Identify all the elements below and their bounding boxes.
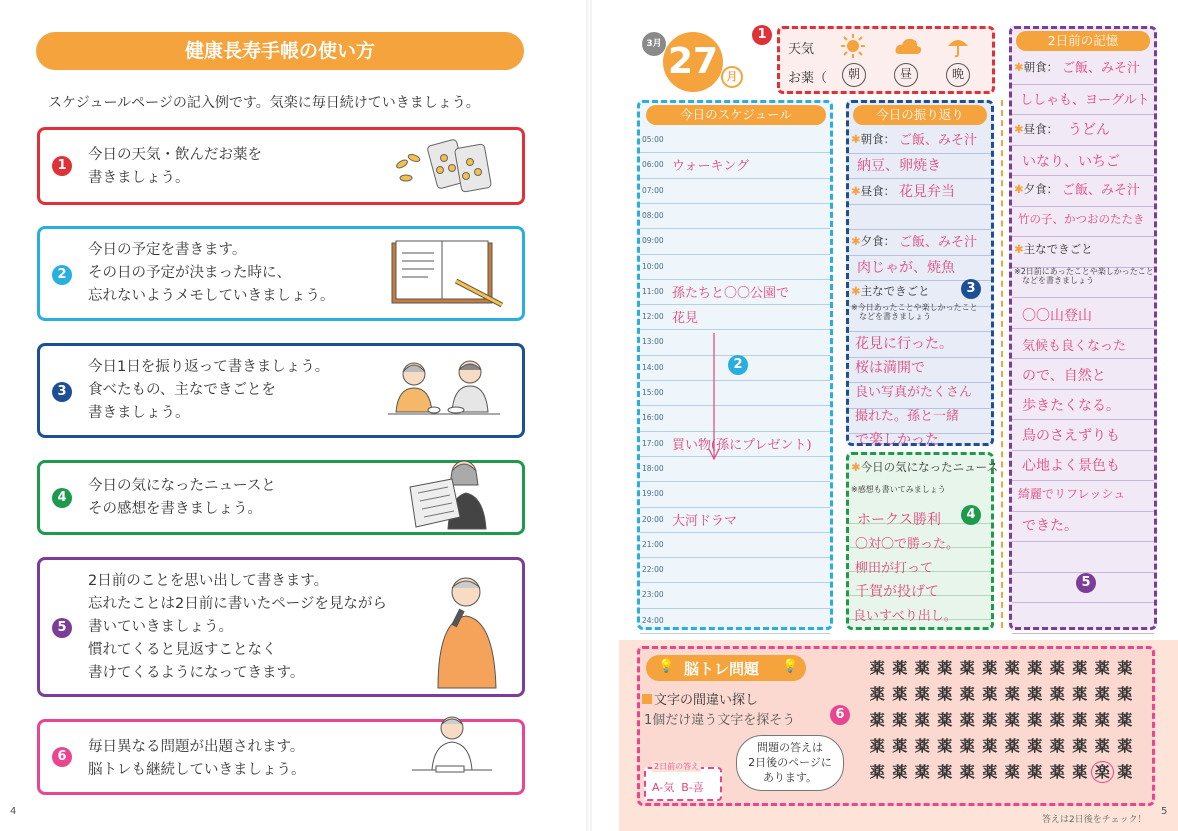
card-number-1: 1 (52, 156, 72, 176)
schedule-row-line (640, 329, 830, 330)
kanji-cell[interactable]: 薬 (1004, 763, 1020, 781)
ruled-line (1012, 145, 1154, 146)
section-badge-1: 1 (752, 25, 772, 45)
kanji-cell[interactable]: 薬 (869, 659, 885, 677)
kanji-cell[interactable]: 薬 (1072, 685, 1088, 703)
weather-medicine-box (777, 26, 995, 94)
notebook-illustration (390, 239, 510, 311)
kanji-cell[interactable]: 薬 (1049, 711, 1065, 729)
kanji-row (866, 707, 1146, 733)
two-days-breakfast-label: ✱朝食： (1014, 60, 1059, 74)
kanji-cell[interactable]: 薬 (937, 763, 953, 781)
kanji-cell[interactable]: 薬 (982, 659, 998, 677)
schedule-time: 10:00 (642, 261, 664, 271)
cloud-icon[interactable] (894, 36, 922, 56)
kanji-cell[interactable]: 薬 (914, 763, 930, 781)
reflection-event-2: 桜は満開で (855, 360, 925, 376)
ruled-line (849, 204, 991, 205)
kanji-cell[interactable]: 薬 (1027, 711, 1043, 729)
ruled-line (849, 153, 991, 154)
schedule-row-line (640, 507, 830, 508)
card-number-5: 5 (52, 618, 72, 638)
answer-footer: 答えは2日後をチェック！ (1042, 815, 1147, 825)
usage-card-5 (37, 557, 525, 697)
schedule-entry: 孫たちと〇〇公園で (672, 285, 790, 301)
kanji-cell[interactable]: 薬 (1072, 659, 1088, 677)
kanji-cell[interactable]: 薬 (1072, 737, 1088, 755)
schedule-time: 15:00 (642, 388, 664, 397)
schedule-row-line (640, 456, 830, 457)
ruled-line (1012, 84, 1154, 85)
two-days-lunch-2: いなり、いちご (1022, 154, 1120, 170)
schedule-row-line (640, 304, 830, 305)
kanji-cell[interactable]: 薬 (892, 737, 908, 755)
schedule-row-line (640, 254, 830, 255)
schedule-time: 13:00 (642, 337, 664, 347)
two-days-dinner: ご飯、みそ汁 (1062, 183, 1141, 198)
ruled-line (1012, 236, 1154, 237)
schedule-time: 16:00 (642, 413, 664, 423)
page-number-left: 4 (10, 806, 17, 817)
schedule-time: 19:00 (642, 489, 664, 499)
two-days-dinner-label: ✱夕食： (1014, 182, 1059, 196)
ruled-line (1012, 419, 1154, 420)
two-days-event-2: 気候も良くなった (1022, 339, 1127, 354)
usage-card-6 (37, 719, 525, 795)
two-days-breakfast-2: ししゃも、ヨーグルト (1020, 93, 1150, 108)
schedule-row-line (640, 633, 830, 634)
kanji-cell[interactable]: 薬 (1004, 737, 1020, 755)
ruled-line (849, 229, 991, 230)
lightbulb-icon-2: 💡 (782, 659, 799, 674)
reflection-box (846, 100, 994, 446)
kanji-cell[interactable]: 薬 (1004, 659, 1020, 677)
ruled-line (1012, 450, 1154, 451)
two-days-event-label: ✱主なできごと (1014, 242, 1093, 256)
weekday-badge: 月 (721, 66, 743, 88)
schedule-row-line (640, 582, 830, 583)
reflection-event-note: ※今日あったことや楽しかったこと などを書きましょう (851, 303, 978, 321)
kanji-cell[interactable]: 薬 (892, 685, 908, 703)
lightbulb-icon: 💡 (658, 659, 675, 674)
kanji-cell[interactable]: 薬 (1094, 659, 1110, 677)
schedule-row-line (640, 228, 830, 229)
kanji-cell[interactable]: 薬 (1094, 685, 1110, 703)
ruled-line (1012, 328, 1154, 329)
page-number-right: 5 (1161, 806, 1168, 817)
intro-text: スケジュールページの記入例です。気楽に毎日続けていきましょう。 (48, 95, 480, 111)
schedule-row-line (640, 279, 830, 280)
news-note: ※感想も書いてみましょう (851, 485, 946, 494)
schedule-entry: ウォーキング (672, 159, 750, 175)
schedule-time: 06:00 (642, 160, 664, 170)
month-badge: 3月 (642, 32, 666, 56)
kanji-cell[interactable]: 薬 (869, 711, 885, 729)
kanji-cell[interactable]: 薬 (1004, 711, 1020, 729)
card-text-5: 2日前のことを思い出して書きます。 忘れたことは2日前に書いたページを見ながら 書いていきましょう。 慣れてくると見返すことなく 書けてくるようになってきます。 (88, 573, 387, 681)
schedule-row-line (640, 380, 830, 381)
arrow-line (708, 333, 720, 463)
two-days-event-note: ※2日前にあったことや楽しかったこと などを書きましょう (1014, 267, 1154, 285)
ruled-line (1012, 206, 1154, 207)
kanji-row (866, 655, 1146, 681)
kanji-cell[interactable]: 薬 (1049, 763, 1065, 781)
reflection-event-5: で楽しかった (855, 432, 939, 448)
kanji-row (866, 759, 1146, 785)
kanji-grid (866, 655, 1146, 785)
schedule-row-line (640, 178, 830, 179)
kanji-cell[interactable]: 薬 (959, 763, 975, 781)
kanji-cell[interactable]: 薬 (914, 659, 930, 677)
kanji-cell[interactable]: 薬 (914, 685, 930, 703)
card-text-6: 毎日異なる問題が出題されます。 脳トレも継続していきましょう。 (88, 739, 306, 778)
ruled-line (1012, 297, 1154, 298)
medicine-label: お薬（ (788, 71, 828, 86)
two-days-lunch: うどん (1068, 122, 1110, 138)
schedule-time: 17:00 (642, 438, 664, 448)
brain-header-pill: 💡 脳トレ問題 💡 (646, 655, 806, 681)
two-days-header: 2日前の記憶 (1016, 31, 1150, 51)
kanji-cell[interactable]: 薬 (959, 659, 975, 677)
kanji-cell[interactable]: 薬 (892, 711, 908, 729)
kanji-cell[interactable]: 薬 (937, 659, 953, 677)
ruled-line (849, 255, 991, 256)
two-days-event-4: 歩きたくなる。 (1022, 398, 1120, 414)
kanji-cell[interactable]: 薬 (1027, 659, 1043, 677)
previous-answer-box: 2日前の答え A-気 B-喜 (644, 767, 722, 801)
kanji-cell[interactable]: 薬 (869, 763, 885, 781)
section-badge-6: 6 (830, 705, 850, 725)
kanji-cell[interactable]: 薬 (1117, 763, 1133, 781)
reflection-dinner-2: 肉じゃが、焼魚 (857, 260, 955, 276)
usage-card-4 (37, 460, 525, 535)
brain-training-box (637, 646, 1155, 806)
news-box (846, 452, 999, 630)
kanji-cell[interactable]: 薬 (1072, 763, 1088, 781)
news-header: ✱今日の気になったニュース (851, 460, 999, 474)
schedule-time: 11:00 (642, 286, 664, 296)
schedule-row-line (640, 152, 830, 153)
schedule-row-line (640, 203, 830, 204)
reflection-event-3: 良い写真がたくさん (855, 385, 973, 400)
news-line-1: ホークス勝利 (857, 512, 941, 528)
kanji-cell[interactable]: 薬 (959, 685, 975, 703)
day-number: 27 (663, 32, 723, 92)
odd-kanji-cell[interactable]: 楽 (1091, 761, 1114, 783)
ruled-line (1012, 541, 1154, 542)
news-line-3: 柳田が打って (855, 561, 934, 576)
kanji-cell[interactable]: 薬 (1117, 737, 1133, 755)
schedule-time: 14:00 (642, 362, 664, 372)
kanji-cell[interactable]: 薬 (982, 763, 998, 781)
ruled-line (1012, 511, 1154, 512)
newspaper-reader-illustration (404, 457, 494, 531)
card-text-2: 今日の予定を書きます。 その日の予定が決まった時に、 忘れないようメモしていきましょう。 (88, 242, 335, 304)
schedule-time: 05:00 (642, 135, 664, 144)
noon-slot[interactable]: 昼 (894, 63, 918, 87)
schedule-entry: 大河ドラマ (672, 513, 738, 529)
ruled-line (849, 178, 991, 179)
reflection-event-4: 撮れた。孫と一緒 (855, 409, 960, 424)
kanji-cell[interactable]: 薬 (869, 737, 885, 755)
kanji-cell[interactable]: 薬 (892, 763, 908, 781)
reflection-breakfast: ご飯、みそ汁 (899, 133, 978, 148)
section-badge-3: 3 (961, 279, 981, 299)
card-number-3: 3 (52, 382, 72, 402)
kanji-cell[interactable]: 薬 (937, 685, 953, 703)
usage-card-3 (37, 343, 525, 438)
kanji-cell[interactable]: 薬 (1027, 685, 1043, 703)
schedule-entry: 買い物(孫にプレゼント) (672, 437, 812, 453)
couple-eating-illustration (384, 350, 504, 432)
two-days-event-1: 〇〇山登山 (1022, 308, 1092, 324)
ruled-line (1012, 175, 1154, 176)
card-number-4: 4 (52, 488, 72, 508)
kanji-cell[interactable]: 薬 (1049, 737, 1065, 755)
schedule-row-line (640, 405, 830, 406)
usage-card-1 (37, 127, 525, 205)
ruled-line (1012, 114, 1154, 115)
pills-illustration (392, 136, 500, 198)
task-description: 1個だけ違う文字を探そう (644, 713, 796, 728)
schedule-time: 23:00 (642, 590, 664, 600)
two-days-lunch-label: ✱昼食： (1014, 122, 1059, 136)
kanji-cell[interactable]: 薬 (869, 685, 885, 703)
right-page (589, 0, 1178, 831)
usage-card-2 (37, 226, 525, 321)
reflection-header: 今日の振り返り (853, 105, 987, 125)
reflection-lunch-label: ✱昼食： (851, 184, 896, 198)
two-days-ago-box (1009, 26, 1157, 630)
kanji-cell[interactable]: 薬 (1072, 711, 1088, 729)
schedule-row-line (640, 431, 830, 432)
two-days-dinner-2: 竹の子、かつおのたたき (1018, 212, 1145, 226)
section-badge-5: 5 (1076, 573, 1096, 593)
schedule-row-line (640, 608, 830, 609)
kanji-cell[interactable]: 薬 (914, 711, 930, 729)
two-days-event-7: 綺麗でリフレッシュ (1018, 487, 1126, 501)
section-badge-2: 2 (728, 355, 748, 375)
card-text-3: 今日1日を振り返って書きましょう。 食べたもの、主なできごとを 書きましょう。 (88, 359, 330, 421)
ruled-line (1012, 602, 1154, 603)
kanji-cell[interactable]: 薬 (892, 659, 908, 677)
schedule-row-line (640, 532, 830, 533)
schedule-time: 12:00 (642, 312, 664, 322)
kanji-row (866, 681, 1146, 707)
schedule-rows (640, 127, 830, 623)
kanji-cell[interactable]: 薬 (1027, 763, 1043, 781)
schedule-entry: 花見 (672, 311, 699, 327)
reflection-dinner: ご飯、みそ汁 (899, 235, 978, 250)
schedule-time: 20:00 (642, 514, 664, 524)
card-number-6: 6 (52, 747, 72, 767)
umbrella-icon[interactable] (946, 34, 970, 58)
kanji-cell[interactable]: 薬 (1004, 685, 1020, 703)
page-fold-line (1001, 100, 1003, 628)
morning-slot[interactable]: 朝 (842, 63, 866, 87)
speech-bubble: 問題の答えは 2日後のページに あります。 (736, 735, 844, 791)
news-line-4: 千賀が投げて (855, 584, 939, 600)
writing-man-illustration (406, 710, 496, 790)
reflection-event-label: ✱主なできごと (851, 284, 930, 298)
two-days-event-5: 鳥のさえずりも (1022, 428, 1120, 444)
task-title: 文字の間違い探し (642, 689, 758, 708)
two-days-breakfast: ご飯、みそ汁 (1062, 61, 1141, 76)
schedule-time: 24:00 (642, 615, 664, 625)
reflection-breakfast-2: 納豆、卵焼き (857, 158, 941, 174)
reflection-breakfast-label: ✱朝食： (851, 132, 896, 146)
kanji-cell[interactable]: 薬 (1049, 685, 1065, 703)
schedule-time: 22:00 (642, 565, 664, 575)
sun-icon[interactable] (840, 33, 866, 59)
reflection-dinner-label: ✱夕食： (851, 234, 896, 248)
kanji-cell[interactable]: 薬 (1094, 737, 1110, 755)
ruled-line (1012, 389, 1154, 390)
kanji-cell[interactable]: 薬 (982, 685, 998, 703)
evening-slot[interactable]: 晩 (946, 63, 970, 87)
kanji-cell[interactable]: 薬 (1117, 711, 1133, 729)
card-number-2: 2 (52, 265, 72, 285)
kanji-cell[interactable]: 薬 (914, 737, 930, 755)
kanji-cell[interactable]: 薬 (1117, 659, 1133, 677)
kanji-cell[interactable]: 薬 (959, 737, 975, 755)
schedule-header: 今日のスケジュール (646, 105, 826, 125)
weather-label: 天気 (788, 42, 815, 57)
ruled-line (849, 331, 991, 332)
kanji-cell[interactable]: 薬 (1049, 659, 1065, 677)
news-line-5: 良いすべり出し。 (853, 609, 957, 624)
section-badge-4: 4 (961, 505, 981, 525)
thinking-man-illustration (432, 570, 502, 690)
ruled-line (1012, 358, 1154, 359)
reflection-lunch: 花見弁当 (899, 184, 955, 200)
kanji-cell[interactable]: 薬 (1027, 737, 1043, 755)
ruled-line (1012, 633, 1154, 634)
ruled-line (1012, 480, 1154, 481)
schedule-row-line (640, 557, 830, 558)
schedule-row-line (640, 481, 830, 482)
kanji-cell[interactable]: 薬 (982, 737, 998, 755)
news-line-2: 〇対〇で勝った。 (855, 537, 960, 552)
schedule-time: 09:00 (642, 236, 664, 246)
kanji-row (866, 733, 1146, 759)
reflection-event-1: 花見に行った。 (855, 336, 953, 352)
two-days-event-6: 心地よく景色も (1022, 458, 1120, 474)
kanji-cell[interactable]: 薬 (982, 711, 998, 729)
kanji-cell[interactable]: 薬 (1117, 685, 1133, 703)
schedule-time: 07:00 (642, 185, 664, 195)
page-title: 健康長寿手帳の使い方 (36, 32, 524, 70)
card-text-4: 今日の気になったニュースと その感想を書きましょう。 (88, 478, 276, 517)
schedule-time: 21:00 (642, 539, 664, 549)
kanji-cell[interactable]: 薬 (937, 737, 953, 755)
two-days-event-8: できた。 (1022, 518, 1078, 534)
schedule-time: 18:00 (642, 463, 664, 473)
kanji-cell[interactable]: 薬 (1094, 711, 1110, 729)
schedule-time: 08:00 (642, 210, 664, 220)
kanji-cell[interactable]: 薬 (959, 711, 975, 729)
schedule-box (637, 100, 833, 630)
card-text-1: 今日の天気・飲んだお薬を 書きましょう。 (88, 147, 262, 186)
kanji-cell[interactable]: 薬 (937, 711, 953, 729)
two-days-event-3: ので、自然と (1022, 368, 1106, 384)
